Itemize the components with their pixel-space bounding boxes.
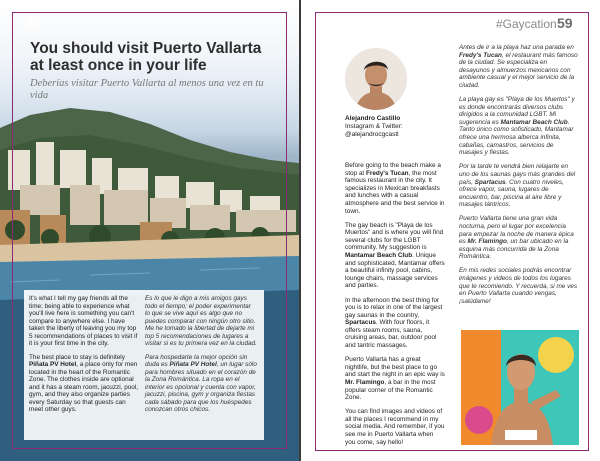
paragraph: Puerto Vallarta tiene una gran vida nocturna, pero el lugar por excelencia para empezar la noche de manera épica es Mr. Flamingo, un bar ubicado en la esquina más concurrida de la Zona Romántica. (459, 215, 574, 261)
english-column (29, 295, 141, 420)
author-social-label: Instagram & Twitter: (345, 123, 403, 130)
english-column (345, 162, 445, 453)
paragraph: La playa gay es "Playa de los Muertos" y es donde encontrarás diversos clubs dirigidos a la comunidad LGBT. Mi sugerencia es Mantamar Beach Club. Tanto único como sofisticado, Mantamar ofrece una hermosa alberca infinita, cabañas, camastros, servicios de masajes y fiestas. (459, 96, 575, 157)
highlighted-venue: Piñata PV Hotel (29, 361, 77, 368)
author-info (345, 115, 403, 139)
highlighted-venue: Fredy's Tucan (365, 169, 409, 177)
spanish-column (145, 295, 257, 420)
right-page (301, 0, 600, 461)
article-subtitle: Deberías visitar Puerto Vallarta al menos una vez en tu vida (30, 78, 264, 101)
article-text-box (24, 290, 264, 440)
portrait-photo (345, 48, 407, 110)
artwork-image (461, 330, 579, 445)
article-header (30, 40, 270, 102)
highlighted-venue: Spartacus (474, 178, 506, 186)
paragraph: Es lo que le digo a mis amigos gays todo el tiempo; el poder experimentar lo que se vive aquí es algo que no puedes comparar con ningún otro sitio. Me he tomado la libertad de dejarte mi top 5 recomendaciones de lugares a visitar si es tu primera vez en la ciudad. (145, 295, 257, 347)
article-title: You should visit Puerto Vallarta at least once in your life (30, 40, 262, 74)
page-number: 59 (557, 15, 573, 31)
highlighted-venue: Spartacus (345, 319, 376, 327)
paragraph: The best place to stay is definitely Piñata PV Hotel, a place only for men located in the heart of the Romantic Zone. The clothes inside are optional and it has a steam room, jacuzzi, pool, gym, and they also organize parties every Saturday so that guests can meet other guys. (29, 353, 139, 413)
highlighted-venue: Mr. Flamingo (467, 238, 507, 246)
paragraph: En mis redes sociales podrás encontrar imágenes y videos de todos los lugares que te recomiendo. Y recuerda, si me ves en Puerto Vallarta cuando vengas, ¡salúdame! (459, 267, 578, 305)
author-handle: @alejandrocgcastl (345, 131, 399, 138)
highlighted-venue: Mantamar Beach Club (345, 252, 413, 260)
paragraph: Puerto Vallarta has a great nightlife, but the best place to go and start the night in an epic way is Mr. Flamingo, a bar in the most popular corner of the Romantic Zone. (345, 356, 445, 402)
section-hashtag: #Gaycation (496, 17, 557, 31)
paragraph: Before going to the beach make a stop at Fredy's Tucan, the most famous restaurant in the city. It specializes in Mexican breakfasts and lunches with a casual atmosphere and the best service in town. (345, 162, 445, 215)
page-number: 58 (26, 14, 42, 30)
spanish-column (459, 44, 579, 312)
paragraph: It's what I tell my gay friends all the time; being able to experience what you'll live here is something you can't compare to anywhere else. I have taken the liberty of leaving you my top 5 recommendations of places to visit if it is your first time in the city. (29, 295, 138, 347)
paragraph: Antes de ir a la playa haz una parada en Fredy's Tucan, el restaurant más famoso de la ciudad. Se especializa en desayunos y almuerzos mexicanos con ambiente casual y el mejor servicio de la ciudad. (459, 44, 578, 89)
paragraph: The gay beach is "Playa de los Muertos" and is where you will find several clubs for the LGBT community. My suggestion is Mantamar Beach Club. Unique and sophisticated, Mantamar offers a beautiful infinity pool, cabins, lounge chairs, massage services and parties. (345, 221, 445, 290)
author-name: Alejandro Castillo (345, 115, 401, 122)
highlighted-venue: Fredy's Tucan (459, 51, 502, 59)
paragraph: You can find images and videos of all the places I recommend in my social media. And remember, if you see me in Puerto Vallarta when you come, say hello! (345, 408, 445, 446)
highlighted-venue: Piñata PV Hotel (169, 361, 217, 368)
left-page (0, 0, 299, 461)
pop-art-illustration (461, 330, 579, 445)
paragraph: Por la tarde te vendrá bien relajarte en uno de los saunas gays más grandes del país, Spartacus. Con cuatro niveles, ofrece vapor, sauna, lugares de encuentro, bar, piscina al aire libre y masajes tántricos. (459, 163, 576, 209)
highlighted-venue: Mr. Flamingo (345, 378, 385, 386)
author-avatar (345, 48, 407, 110)
paragraph: In the afternoon the best thing for you is to relax in one of the largest gay saunas in the country, Spartacus. With four floors, it offers steam rooms, sauna, cruising areas, bar, outdoor pool and tantric massages. (345, 296, 443, 350)
highlighted-venue: Mantamar Beach Club (500, 118, 568, 126)
paragraph: Para hospedarte la mejor opción sin duda es Piñata PV Hotel, un lugar sólo para hombres situado en el corazón de la Zona Romántica. La ropa en el interior es opcional y cuenta con vapor, jacuzzi, piscina, gym y organiza fiestas cada sábado para que los huéspedes conozcan otros chicos. (145, 353, 257, 413)
